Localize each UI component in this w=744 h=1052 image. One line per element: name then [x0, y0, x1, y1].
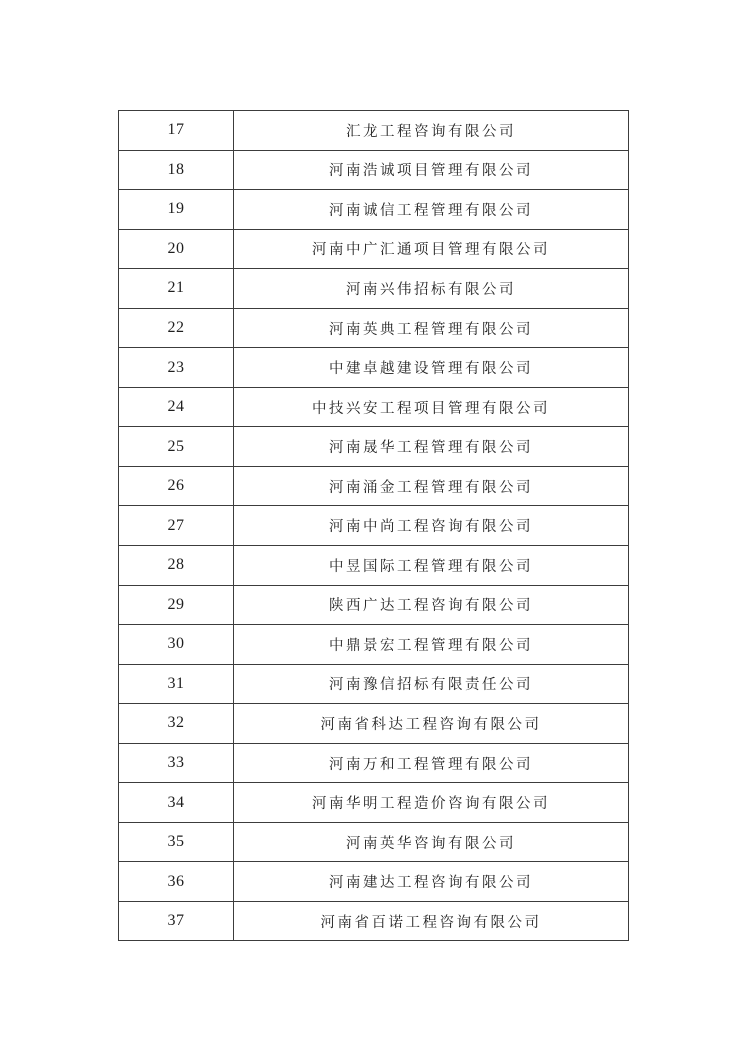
- row-number-cell: 31: [119, 664, 234, 704]
- row-number-cell: 21: [119, 269, 234, 309]
- company-name-cell: 河南省科达工程咨询有限公司: [234, 704, 629, 744]
- company-name-cell: 河南英华咨询有限公司: [234, 822, 629, 862]
- row-number-cell: 37: [119, 901, 234, 941]
- row-number-cell: 19: [119, 190, 234, 230]
- company-name-cell: 中技兴安工程项目管理有限公司: [234, 387, 629, 427]
- company-name-cell: 河南兴伟招标有限公司: [234, 269, 629, 309]
- company-name-cell: 汇龙工程咨询有限公司: [234, 111, 629, 151]
- row-number-cell: 30: [119, 625, 234, 665]
- table-row: [119, 743, 629, 783]
- row-number-cell: 33: [119, 743, 234, 783]
- row-number-cell: 22: [119, 308, 234, 348]
- company-name-cell: 河南英典工程管理有限公司: [234, 308, 629, 348]
- table-row: [119, 664, 629, 704]
- row-number-cell: 32: [119, 704, 234, 744]
- table-row: [119, 150, 629, 190]
- row-number-cell: 27: [119, 506, 234, 546]
- row-number-cell: 26: [119, 466, 234, 506]
- row-number-cell: 29: [119, 585, 234, 625]
- company-name-cell: 河南豫信招标有限责任公司: [234, 664, 629, 704]
- table-row: [119, 901, 629, 941]
- row-number-cell: 35: [119, 822, 234, 862]
- table-row: [119, 466, 629, 506]
- company-name-cell: 河南万和工程管理有限公司: [234, 743, 629, 783]
- row-number-cell: 20: [119, 229, 234, 269]
- table-row: [119, 862, 629, 902]
- table-row: [119, 387, 629, 427]
- table-row: [119, 546, 629, 586]
- table-row: [119, 111, 629, 151]
- company-list-table-body: [119, 111, 629, 941]
- table-row: [119, 822, 629, 862]
- company-name-cell: 河南晟华工程管理有限公司: [234, 427, 629, 467]
- table-row: [119, 190, 629, 230]
- company-name-cell: 中昱国际工程管理有限公司: [234, 546, 629, 586]
- table-row: [119, 269, 629, 309]
- company-name-cell: 中建卓越建设管理有限公司: [234, 348, 629, 388]
- company-list-table: [118, 110, 629, 941]
- row-number-cell: 23: [119, 348, 234, 388]
- company-name-cell: 河南省百诺工程咨询有限公司: [234, 901, 629, 941]
- company-name-cell: 河南华明工程造价咨询有限公司: [234, 783, 629, 823]
- table-row: [119, 704, 629, 744]
- table-row: [119, 506, 629, 546]
- table-row: [119, 585, 629, 625]
- table-row: [119, 348, 629, 388]
- table-row: [119, 625, 629, 665]
- row-number-cell: 25: [119, 427, 234, 467]
- row-number-cell: 28: [119, 546, 234, 586]
- company-name-cell: 中鼎景宏工程管理有限公司: [234, 625, 629, 665]
- table-row: [119, 427, 629, 467]
- company-name-cell: 河南建达工程咨询有限公司: [234, 862, 629, 902]
- table-row: [119, 308, 629, 348]
- company-name-cell: 河南诚信工程管理有限公司: [234, 190, 629, 230]
- table-row: [119, 229, 629, 269]
- company-name-cell: 河南浩诚项目管理有限公司: [234, 150, 629, 190]
- row-number-cell: 24: [119, 387, 234, 427]
- table-row: [119, 783, 629, 823]
- row-number-cell: 18: [119, 150, 234, 190]
- company-name-cell: 河南中广汇通项目管理有限公司: [234, 229, 629, 269]
- company-name-cell: 陕西广达工程咨询有限公司: [234, 585, 629, 625]
- row-number-cell: 17: [119, 111, 234, 151]
- company-name-cell: 河南中尚工程咨询有限公司: [234, 506, 629, 546]
- row-number-cell: 34: [119, 783, 234, 823]
- company-name-cell: 河南涌金工程管理有限公司: [234, 466, 629, 506]
- row-number-cell: 36: [119, 862, 234, 902]
